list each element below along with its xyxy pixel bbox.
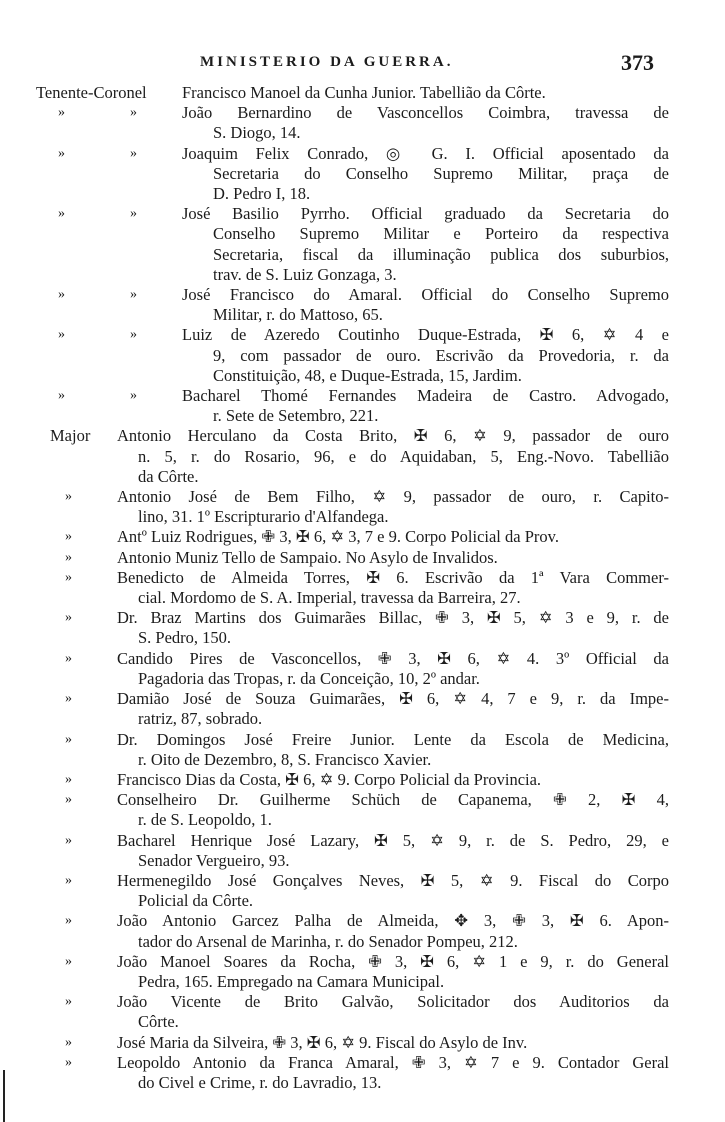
entry-line: Pedra, 165. Empregado na Camara Municipal.	[138, 971, 445, 991]
entry-line: José Maria da Silveira, ✙ 3, ✠ 6, ✡ 9. Fiscal do Asylo de Inv.	[117, 1032, 528, 1052]
ditto-mark: »	[58, 145, 65, 161]
entry-text	[182, 386, 669, 426]
ditto-mark: »	[65, 792, 72, 808]
entry-line: da Côrte.	[138, 466, 199, 486]
ditto-mark: »	[130, 327, 137, 343]
ditto-mark: »	[130, 105, 137, 121]
entry-line: trav. de S. Luiz Gonzaga, 3.	[213, 264, 397, 284]
entry-text	[117, 426, 669, 487]
entry-line: Antº Luiz Rodrigues, ✙ 3, ✠ 6, ✡ 3, 7 e 9. Corpo Policial da Prov.	[117, 527, 559, 547]
entry-text	[182, 204, 669, 285]
entry-row	[0, 871, 725, 911]
entry-text	[117, 689, 669, 729]
ditto-mark: »	[65, 650, 72, 666]
entry-text	[182, 144, 669, 205]
entry-row	[0, 285, 725, 325]
entry-line: Secretaria, fiscal da illuminação publica dos suburbios,	[213, 244, 669, 264]
ditto-mark: »	[130, 388, 137, 404]
entry-line: Leopoldo Antonio da Franca Amaral, ✙ 3, ✡ 7 e 9. Contador Geral	[117, 1052, 669, 1072]
entry-line: lino, 31. 1º Escripturario d'Alfandega.	[138, 507, 389, 527]
entry-line: João Manoel Soares da Rocha, ✙ 3, ✠ 6, ✡ 1 e 9, r. do General	[117, 951, 669, 971]
entry-line: José Basilio Pyrrho. Official graduado da Secretaria do	[182, 204, 669, 224]
entry-line: Francisco Dias da Costa, ✠ 6, ✡ 9. Corpo Policial da Provincia.	[117, 769, 542, 789]
entry-list	[0, 83, 725, 1093]
entry-line: S. Pedro, 150.	[138, 628, 232, 648]
entry-text	[117, 911, 669, 951]
entry-text	[117, 831, 669, 871]
ditto-mark: »	[65, 913, 72, 929]
entry-line: r. Oito de Dezembro, 8, S. Francisco Xavier.	[138, 749, 432, 769]
entry-text	[117, 992, 669, 1032]
entry-text	[182, 285, 669, 325]
entry-line: Candido Pires de Vasconcellos, ✙ 3, ✠ 6, ✡ 4. 3º Official da	[117, 648, 669, 668]
entry-row	[0, 992, 725, 1032]
ditto-mark: »	[65, 832, 72, 848]
entry-line: Conselheiro Dr. Guilherme Schüch de Capanema, ✙ 2, ✠ 4,	[117, 790, 669, 810]
entry-line: Damião José de Souza Guimarães, ✠ 6, ✡ 4, 7 e 9, r. da Impe-	[117, 689, 669, 709]
entry-row	[0, 325, 725, 386]
entry-row	[0, 911, 725, 951]
ditto-mark: »	[58, 287, 65, 303]
entry-text	[182, 83, 669, 103]
entry-line: do Civel e Crime, r. do Lavradio, 13.	[138, 1072, 382, 1092]
entry-line: D. Pedro I, 18.	[213, 184, 311, 204]
ditto-mark: »	[58, 327, 65, 343]
rank-label: Major	[50, 426, 91, 446]
entry-row	[0, 144, 725, 205]
entry-line: Antonio Herculano da Costa Brito, ✠ 6, ✡ 9, passador de ouro	[117, 426, 669, 446]
entry-text	[117, 871, 669, 911]
entry-line: Senador Vergueiro, 93.	[138, 850, 290, 870]
ditto-mark: »	[65, 549, 72, 565]
entry-line: Luiz de Azeredo Coutinho Duque-Estrada, ✠ 6, ✡ 4 e	[182, 325, 669, 345]
entry-line: Militar, r. do Mattoso, 65.	[213, 305, 383, 325]
ditto-mark: »	[65, 771, 72, 787]
entry-line: Bacharel Thomé Fernandes Madeira de Castro. Advogado,	[182, 386, 669, 406]
ditto-mark: »	[58, 388, 65, 404]
rank-label: Tenente-Coronel	[36, 83, 147, 102]
entry-row	[0, 790, 725, 830]
entry-line: ratriz, 87, sobrado.	[138, 709, 263, 729]
page-title: MINISTERIO DA GUERRA.	[200, 54, 454, 70]
entry-text	[117, 649, 669, 689]
entry-row	[0, 608, 725, 648]
entry-row	[0, 730, 725, 770]
ditto-mark: »	[65, 731, 72, 747]
entry-row	[0, 548, 725, 568]
entry-row	[0, 204, 725, 285]
entry-text	[117, 790, 669, 830]
entry-row	[0, 770, 725, 790]
entry-row	[0, 487, 725, 527]
entry-line: Bacharel Henrique José Lazary, ✠ 5, ✡ 9, r. de S. Pedro, 29, e	[117, 830, 669, 850]
entry-text	[117, 608, 669, 648]
entry-line: Antonio Muniz Tello de Sampaio. No Asylo de Invalidos.	[117, 547, 498, 567]
entry-line: Antonio José de Bem Filho, ✡ 9, passador de ouro, r. Capito-	[117, 487, 669, 507]
ditto-mark: »	[130, 206, 137, 222]
entry-line: João Vicente de Brito Galvão, Solicitador dos Auditorios da	[117, 992, 669, 1012]
margin-rule	[3, 1070, 5, 1122]
entry-line: Conselho Supremo Militar e Porteiro da respectiva	[213, 224, 669, 244]
entry-line: r. Sete de Setembro, 221.	[213, 406, 379, 426]
ditto-mark: »	[65, 994, 72, 1010]
entry-line: Secretaria do Conselho Supremo Militar, praça de	[213, 163, 669, 183]
entry-row	[0, 386, 725, 426]
entry-line: Hermenegildo José Gonçalves Neves, ✠ 5, ✡ 9. Fiscal do Corpo	[117, 870, 669, 890]
ditto-mark: »	[58, 206, 65, 222]
ditto-mark: »	[65, 953, 72, 969]
ditto-mark: »	[65, 1034, 72, 1050]
entry-text	[117, 527, 669, 547]
ditto-mark: »	[65, 872, 72, 888]
entry-row	[0, 649, 725, 689]
entry-row	[0, 83, 725, 103]
entry-line: Policial da Côrte.	[138, 891, 254, 911]
ditto-mark: »	[58, 105, 65, 121]
entry-row	[0, 568, 725, 608]
ditto-mark: »	[65, 569, 72, 585]
ditto-mark: »	[65, 489, 72, 505]
entry-line: José Francisco do Amaral. Official do Conselho Supremo	[182, 285, 669, 305]
entry-line: Benedicto de Almeida Torres, ✠ 6. Escrivão da 1ª Vara Commer-	[117, 567, 669, 587]
entry-line: 9, com passador de ouro. Escrivão da Provedoria, r. da	[213, 345, 669, 365]
entry-row	[0, 831, 725, 871]
entry-line: S. Diogo, 14.	[213, 123, 301, 143]
entry-line: João Antonio Garcez Palha de Almeida, ✥ 3, ✙ 3, ✠ 6. Apon-	[117, 911, 669, 931]
entry-row	[0, 952, 725, 992]
entry-text	[117, 548, 669, 568]
ditto-mark: »	[65, 691, 72, 707]
entry-line: Francisco Manoel da Cunha Junior. Tabellião da Côrte.	[182, 83, 546, 102]
entry-line: cial. Mordomo de S. A. Imperial, travessa da Barreira, 27.	[138, 588, 521, 608]
entry-text	[117, 1053, 669, 1093]
entry-row	[0, 689, 725, 729]
entry-text	[117, 1033, 669, 1053]
entry-line: Dr. Braz Martins dos Guimarães Billac, ✙ 3, ✠ 5, ✡ 3 e 9, r. de	[117, 608, 669, 628]
entry-row	[0, 1053, 725, 1093]
entry-line: n. 5, r. do Rosario, 96, e do Aquidaban, 5, Eng.-Novo. Tabellião	[138, 446, 669, 466]
entry-text	[117, 568, 669, 608]
entry-row	[0, 103, 725, 143]
entry-text	[182, 325, 669, 386]
entry-text	[117, 730, 669, 770]
ditto-mark: »	[65, 1054, 72, 1070]
page-header	[0, 50, 725, 80]
ditto-mark: »	[65, 529, 72, 545]
entry-line: Joaquim Felix Conrado, ◎ G. I. Official aposentado da	[182, 143, 669, 163]
entry-text	[117, 487, 669, 527]
entry-row	[0, 527, 725, 547]
entry-row	[0, 1033, 725, 1053]
entry-row	[0, 426, 725, 487]
entry-line: João Bernardino de Vasconcellos Coimbra, travessa de	[182, 103, 669, 123]
ditto-mark: »	[65, 610, 72, 626]
entry-line: tador do Arsenal de Marinha, r. do Senador Pompeu, 212.	[138, 931, 518, 951]
entry-line: Dr. Domingos José Freire Junior. Lente da Escola de Medicina,	[117, 729, 669, 749]
entry-line: Pagadoria das Tropas, r. da Conceição, 10, 2º andar.	[138, 668, 480, 688]
ditto-mark: »	[130, 287, 137, 303]
entry-line: Côrte.	[138, 1012, 179, 1032]
entry-line: Constituição, 48, e Duque-Estrada, 15, Jardim.	[213, 365, 522, 385]
entry-text	[182, 103, 669, 143]
entry-text	[117, 952, 669, 992]
entry-line: r. de S. Leopoldo, 1.	[138, 810, 272, 830]
entry-text	[117, 770, 669, 790]
ditto-mark: »	[130, 145, 137, 161]
page-number: 373	[621, 50, 654, 75]
